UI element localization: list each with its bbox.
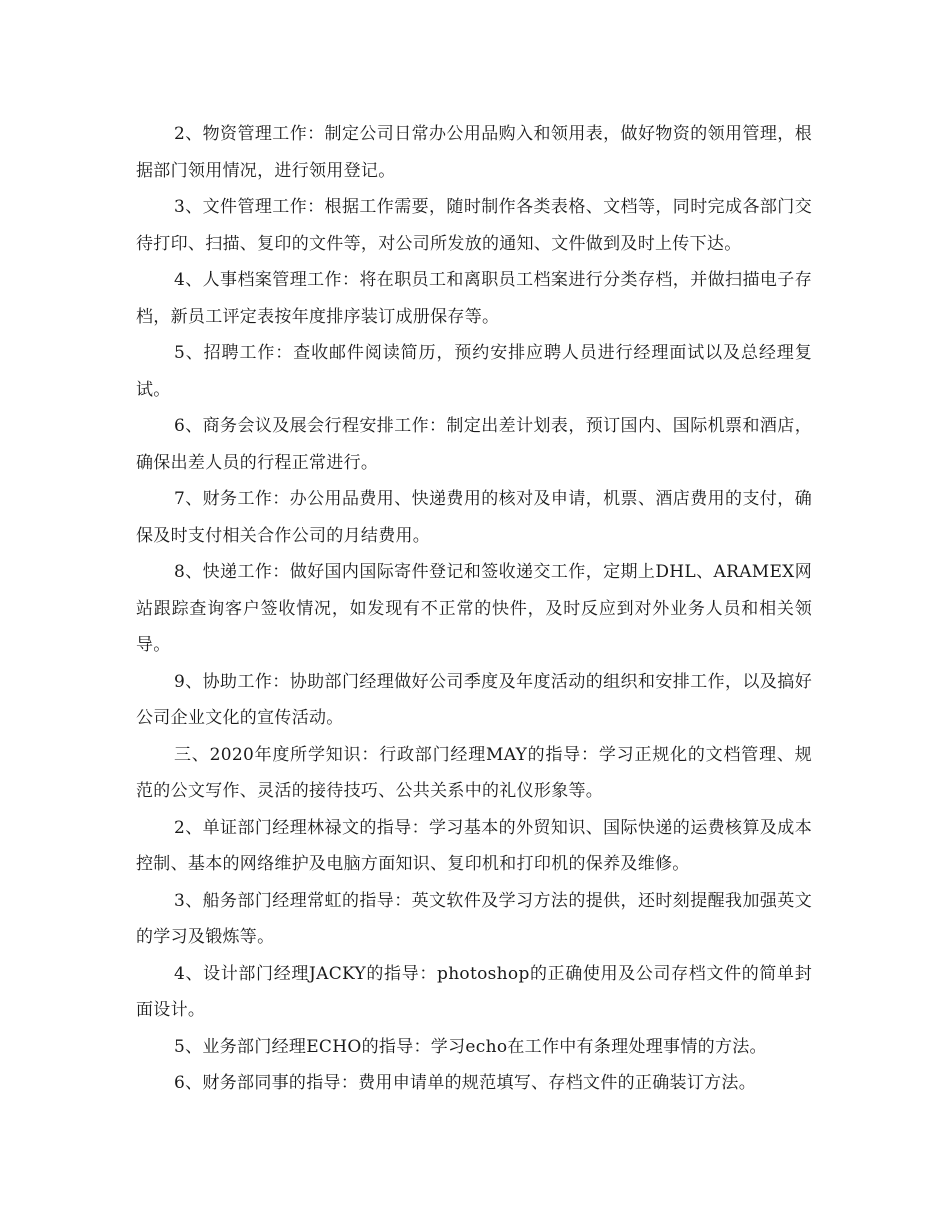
paragraph-knowledge-documents: 2、单证部门经理林禄文的指导：学习基本的外贸知识、国际快递的运费核算及成本控制、基本的网络维护及电脑方面知识、复印机和打印机的保养及维修。 [136,817,812,874]
paragraph-knowledge-shipping: 3、船务部门经理常虹的指导：英文软件及学习方法的提供，还时刻提醒我加强英文的学习及锻炼等。 [136,890,812,947]
paragraph-personnel-archives: 4、人事档案管理工作：将在职员工和离职员工档案进行分类存档，并做扫描电子存档，新员工评定表按年度排序装订成册保存等。 [136,270,812,327]
document-body [136,116,812,1102]
paragraph-materials-management: 2、物资管理工作：制定公司日常办公用品购入和领用表，做好物资的领用管理，根据部门领用情况，进行领用登记。 [136,124,812,181]
paragraph-express-delivery: 8、快递工作：做好国内国际寄件登记和签收递交工作，定期上DHL、ARAMEX网站跟踪查询客户签收情况，如发现有不正常的快件，及时反应到对外业务人员和相关领导。 [136,562,812,655]
paragraph-assistance: 9、协助工作：协助部门经理做好公司季度及年度活动的组织和安排工作，以及搞好公司企业文化的宣传活动。 [136,671,812,728]
paragraph-finance: 7、财务工作：办公用品费用、快递费用的核对及申请，机票、酒店费用的支付，确保及时支付相关合作公司的月结费用。 [136,489,812,546]
paragraph-business-travel: 6、商务会议及展会行程安排工作：制定出差计划表，预订国内、国际机票和酒店，确保出差人员的行程正常进行。 [136,416,812,473]
paragraph-recruitment: 5、招聘工作：查收邮件阅读简历，预约安排应聘人员进行经理面试以及总经理复试。 [136,343,812,400]
paragraph-file-management: 3、文件管理工作：根据工作需要，随时制作各类表格、文档等，同时完成各部门交待打印、扫描、复印的文件等，对公司所发放的通知、文件做到及时上传下达。 [136,197,812,254]
paragraph-knowledge-business: 5、业务部门经理ECHO的指导：学习echo在工作中有条理处理事情的方法。 [174,1036,767,1057]
paragraph-knowledge-finance: 6、财务部同事的指导：费用申请单的规范填写、存档文件的正确装订方法。 [174,1073,757,1093]
paragraph-knowledge-design: 4、设计部门经理JACKY的指导：photoshop的正确使用及公司存档文件的简单封面设计。 [136,963,812,1020]
paragraph-knowledge-admin: 三、2020年度所学知识：行政部门经理MAY的指导：学习正规化的文档管理、规范的公文写作、灵活的接待技巧、公共关系中的礼仪形象等。 [136,744,812,801]
